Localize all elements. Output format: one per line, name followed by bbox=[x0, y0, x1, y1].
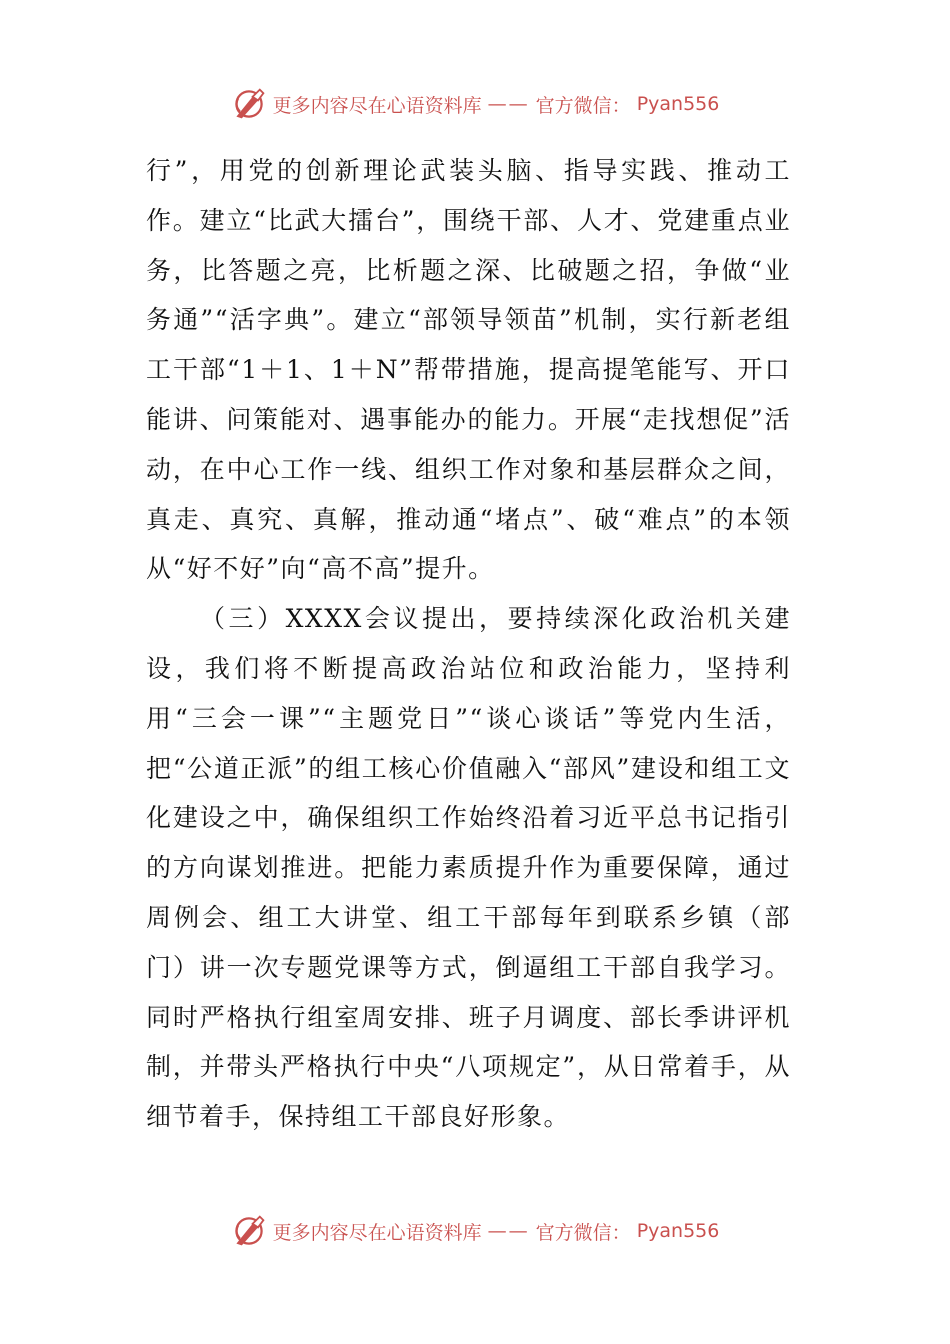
pen-nib-logo-icon bbox=[231, 1213, 267, 1249]
banner-wechat-handle: Pyan556 bbox=[636, 1220, 720, 1242]
banner-separator: —— bbox=[487, 1220, 530, 1242]
banner-separator: —— bbox=[487, 93, 530, 115]
pen-nib-logo-icon bbox=[231, 86, 267, 122]
banner-label: 官方微信： bbox=[535, 94, 631, 117]
banner-brand-text: 更多内容尽在心语资料库 bbox=[272, 94, 482, 117]
paragraph-continuation: 行”，用党的创新理论武装头脑、指导实践、推动工作。建立“比武大擂台”，围绕干部、人才、党建重点业务，比答题之亮，比析题之深、比破题之招，争做“业务通”“活字典”。建立“部领导领苗”机制，实行新老组工干部“1＋1、1＋N”帮带措施，提高提笔能写、开口能讲、问策能对、遇事能办的能力。开展“走找想促”活动，在中心工作一线、组织工作对象和基层群众之间，真走、真究、真解，推动通“堵点”、破“难点”的本领从“好不好”向“高不高”提升。 bbox=[146, 156, 791, 584]
banner-label: 官方微信： bbox=[535, 1221, 631, 1244]
banner-wechat-handle: Pyan556 bbox=[636, 93, 720, 115]
footer-watermark-banner bbox=[0, 1211, 950, 1251]
banner-brand-text: 更多内容尽在心语资料库 bbox=[272, 1221, 482, 1244]
header-watermark-banner bbox=[0, 84, 950, 124]
document-body bbox=[146, 146, 791, 1142]
paragraph-section-three: （三）XXXX会议提出，要持续深化政治机关建设，我们将不断提高政治站位和政治能力，坚持利用“三会一课”“主题党日”“谈心谈话”等党内生活，把“公道正派”的组工核心价值融入“部风”建设和组工文化建设之中，确保组织工作始终沿着习近平总书记指引的方向谋划推进。把能力素质提升作为重要保障，通过周例会、组工大讲堂、组工干部每年到联系乡镇（部门）讲一次专题党课等方式，倒逼组工干部自我学习。同时严格执行组室周安排、班子月调度、部长季讲评机制，并带头严格执行中央“八项规定”，从日常着手，从细节着手，保持组工干部良好形象。 bbox=[146, 604, 791, 1132]
